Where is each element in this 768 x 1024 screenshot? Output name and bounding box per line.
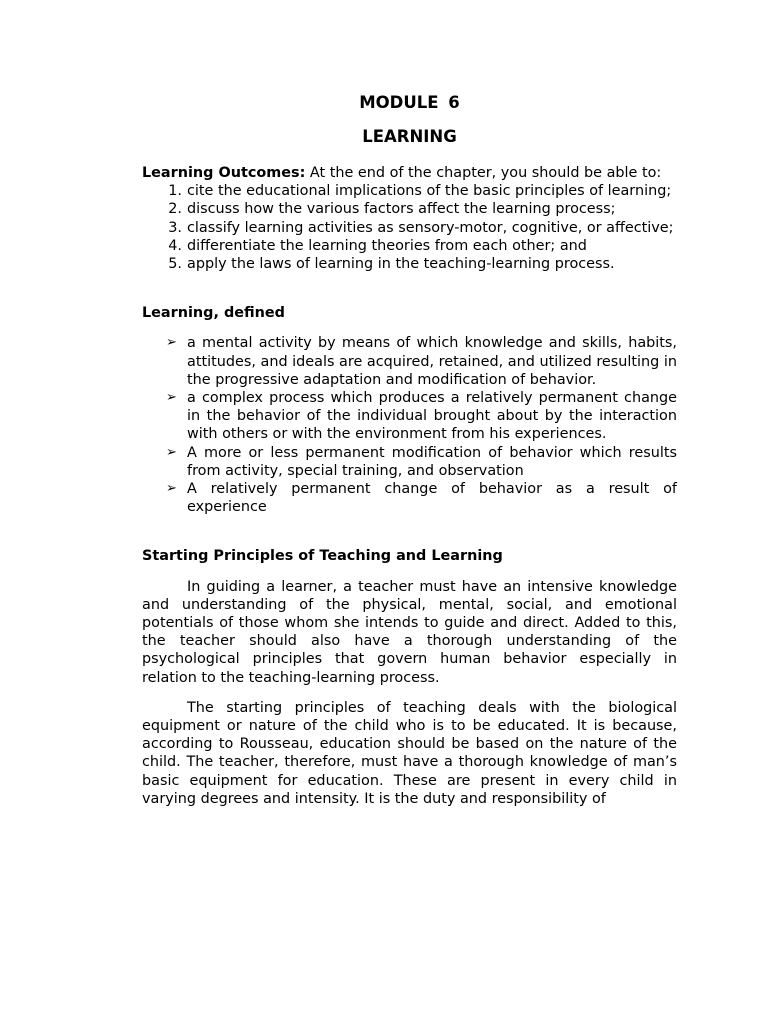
- learning-outcomes-intro-text: At the end of the chapter, you should be able to:: [305, 165, 662, 181]
- list-item-text: apply the laws of learning in the teaching-learning process.: [187, 256, 615, 273]
- section-heading-starting-principles: Starting Principles of Teaching and Learning: [142, 548, 503, 565]
- list-item-text: a mental activity by means of which knowledge and skills, habits, attitudes, and ideals are acquired, retained, and utilized resulting in the progressive adaptation and modification of behavior.: [187, 335, 677, 388]
- body-paragraph: The starting principles of teaching deals with the biological equipment or nature of the child who is to be educated. It is because, according to Rousseau, education should be based on the nature of the child. The teacher, therefore, must have a thorough knowledge of man’s basic equipment for education. These are present in every child in varying degrees and intensity. It is the duty and responsibility of: [142, 699, 677, 807]
- list-item-text: differentiate the learning theories from each other; and: [187, 237, 587, 254]
- list-item: [142, 334, 677, 389]
- list-item-text: cite the educational implications of the basic principles of learning;: [187, 183, 672, 200]
- list-item: [142, 444, 677, 480]
- arrow-bullet-icon: ➢: [166, 390, 177, 406]
- body-paragraph: In guiding a learner, a teacher must have an intensive knowledge and understanding of the physical, mental, social, and emotional potentials of those whom she intends to guide and direct. Added to this, the teacher should also have a thorough understanding of the psychological principles that govern human behavior especially in relation to the teaching-learning process.: [142, 578, 677, 686]
- list-item-text: classify learning activities as sensory-motor, cognitive, or affective;: [187, 219, 674, 236]
- list-item: [142, 389, 677, 444]
- list-item-number: 3.: [168, 219, 182, 236]
- subject-title: LEARNING: [362, 127, 457, 146]
- list-item-number: 1.: [168, 183, 182, 200]
- list-item: [142, 255, 677, 273]
- list-item: [142, 219, 677, 237]
- list-item-number: 4.: [168, 237, 182, 254]
- list-item-number: 5.: [168, 256, 182, 273]
- definition-list: [142, 334, 677, 516]
- list-item-text: A more or less permanent modification of behavior which results from activity, special training, and observation: [187, 444, 677, 479]
- list-item-text: a complex process which produces a relatively permanent change in the behavior of the individual brought about by the interaction with others or with the environment from his experiences.: [187, 390, 677, 443]
- learning-outcomes-label: Learning Outcomes:: [142, 165, 306, 181]
- arrow-bullet-icon: ➢: [166, 335, 177, 351]
- arrow-bullet-icon: ➢: [166, 481, 177, 497]
- arrow-bullet-icon: ➢: [166, 444, 177, 460]
- section-heading-learning-defined: Learning, defined: [142, 305, 285, 322]
- list-item-text: discuss how the various factors affect the learning process;: [187, 201, 616, 218]
- document-page: [142, 92, 677, 808]
- list-item-number: 2.: [168, 201, 182, 218]
- list-item: [142, 480, 677, 516]
- list-item: [142, 237, 677, 255]
- list-item: [142, 182, 677, 200]
- list-item-text: A relatively permanent change of behavior as a result of experience: [187, 481, 677, 516]
- learning-outcomes-intro: [142, 164, 677, 182]
- learning-outcomes-list: [142, 182, 677, 273]
- list-item: [142, 200, 677, 218]
- module-title: MODULE 6: [359, 93, 460, 112]
